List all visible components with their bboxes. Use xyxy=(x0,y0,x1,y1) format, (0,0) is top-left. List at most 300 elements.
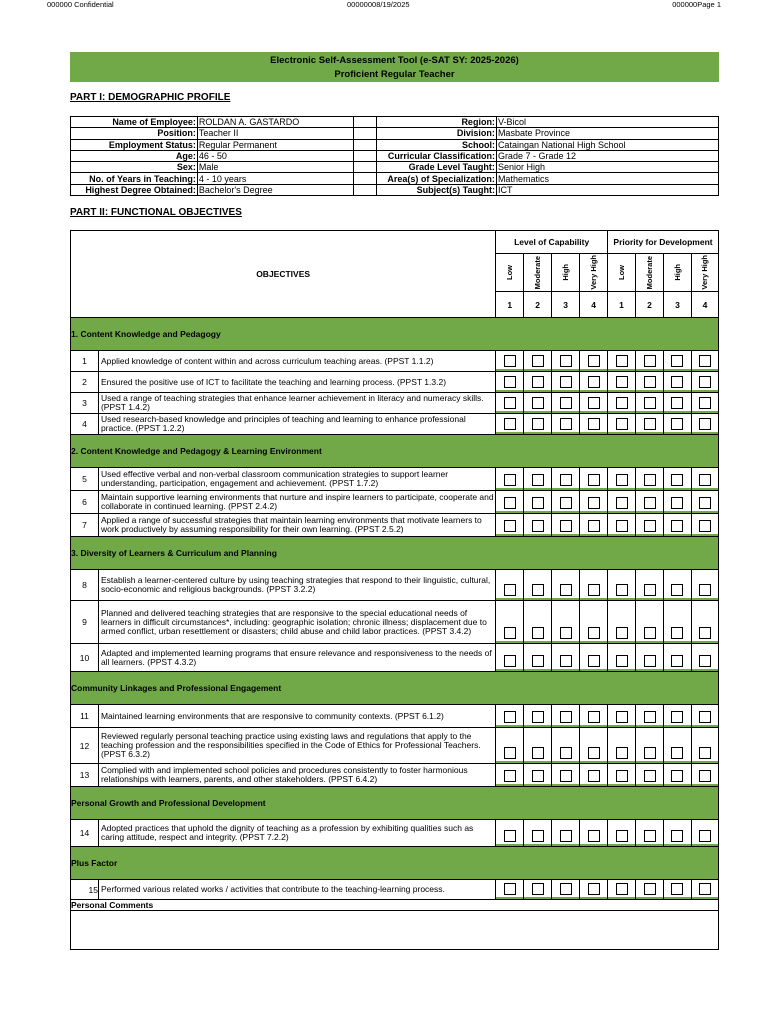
capability-checkbox[interactable] xyxy=(532,711,544,723)
level-header xyxy=(636,254,664,292)
capability-checkbox[interactable] xyxy=(560,584,572,596)
priority-cell xyxy=(608,601,636,644)
priority-checkbox[interactable] xyxy=(644,474,656,486)
priority-checkbox[interactable] xyxy=(699,376,711,388)
capability-checkbox[interactable] xyxy=(588,474,600,486)
priority-checkbox[interactable] xyxy=(616,355,628,367)
capability-checkbox[interactable] xyxy=(560,747,572,759)
objective-number: 4 xyxy=(71,414,99,435)
objective-row xyxy=(71,372,719,393)
capability-cell xyxy=(496,880,524,900)
priority-checkbox[interactable] xyxy=(616,376,628,388)
priority-checkbox[interactable] xyxy=(616,711,628,723)
priority-checkbox[interactable] xyxy=(671,355,683,367)
priority-checkbox[interactable] xyxy=(671,747,683,759)
objective-number: 8 xyxy=(71,570,99,601)
priority-checkbox[interactable] xyxy=(671,584,683,596)
spacer-cell xyxy=(354,162,377,173)
priority-cell xyxy=(691,570,718,601)
capability-cell xyxy=(552,468,580,491)
objective-number: 11 xyxy=(71,705,99,728)
priority-checkbox[interactable] xyxy=(699,474,711,486)
priority-checkbox[interactable] xyxy=(699,830,711,842)
capability-checkbox[interactable] xyxy=(588,397,600,409)
priority-cell xyxy=(636,414,664,435)
capability-checkbox[interactable] xyxy=(560,355,572,367)
priority-cell xyxy=(691,393,718,414)
level-number: 4 xyxy=(580,292,608,318)
capability-checkbox[interactable] xyxy=(532,497,544,509)
demographic-label: No. of Years in Teaching: xyxy=(71,173,198,184)
priority-checkbox[interactable] xyxy=(644,770,656,782)
capability-checkbox[interactable] xyxy=(560,474,572,486)
capability-checkbox[interactable] xyxy=(588,883,600,895)
section-title: 2. Content Knowledge and Pedagogy & Learning Environment xyxy=(71,435,719,468)
capability-cell xyxy=(496,351,524,372)
capability-checkbox[interactable] xyxy=(560,883,572,895)
capability-checkbox[interactable] xyxy=(588,584,600,596)
priority-cell xyxy=(608,764,636,787)
section-title: 3. Diversity of Learners & Curriculum and Planning xyxy=(71,537,719,570)
demographic-row xyxy=(71,139,719,150)
priority-cell xyxy=(691,351,718,372)
priority-checkbox[interactable] xyxy=(644,418,656,430)
priority-checkbox[interactable] xyxy=(644,520,656,532)
capability-checkbox[interactable] xyxy=(532,355,544,367)
demographic-row xyxy=(71,184,719,195)
demographic-label: Name of Employee: xyxy=(71,117,198,128)
capability-checkbox[interactable] xyxy=(504,770,516,782)
objective-row xyxy=(71,468,719,491)
comments-label-row xyxy=(71,900,719,911)
capability-checkbox[interactable] xyxy=(504,376,516,388)
section-title: Plus Factor xyxy=(71,847,719,880)
form-subtitle: Proficient Regular Teacher xyxy=(334,69,455,80)
priority-checkbox[interactable] xyxy=(644,830,656,842)
objective-number: 3 xyxy=(71,393,99,414)
priority-checkbox[interactable] xyxy=(616,627,628,639)
priority-checkbox[interactable] xyxy=(699,355,711,367)
objective-row xyxy=(71,570,719,601)
capability-checkbox[interactable] xyxy=(532,883,544,895)
capability-cell xyxy=(524,372,552,393)
priority-checkbox[interactable] xyxy=(616,397,628,409)
capability-checkbox[interactable] xyxy=(504,584,516,596)
capability-checkbox[interactable] xyxy=(560,397,572,409)
part1-title: PART I: DEMOGRAPHIC PROFILE xyxy=(70,92,231,103)
priority-cell xyxy=(608,414,636,435)
demographic-label: Highest Degree Obtained: xyxy=(71,184,198,195)
capability-cell xyxy=(524,728,552,764)
demographic-row xyxy=(71,173,719,184)
priority-checkbox[interactable] xyxy=(699,883,711,895)
capability-checkbox[interactable] xyxy=(588,770,600,782)
objective-number: 13 xyxy=(71,764,99,787)
priority-cell xyxy=(636,351,664,372)
priority-checkbox[interactable] xyxy=(671,397,683,409)
demographic-label: Sex: xyxy=(71,162,198,173)
priority-checkbox[interactable] xyxy=(699,397,711,409)
demographic-label: Region: xyxy=(377,117,497,128)
capability-cell xyxy=(580,393,608,414)
priority-checkbox[interactable] xyxy=(616,474,628,486)
priority-cell xyxy=(636,644,664,672)
priority-checkbox[interactable] xyxy=(699,627,711,639)
comments-box[interactable] xyxy=(71,911,719,950)
capability-cell xyxy=(552,491,580,514)
capability-cell xyxy=(580,644,608,672)
priority-cell xyxy=(608,880,636,900)
capability-checkbox[interactable] xyxy=(588,830,600,842)
section-title: Community Linkages and Professional Engagement xyxy=(71,672,719,705)
priority-checkbox[interactable] xyxy=(699,418,711,430)
capability-checkbox[interactable] xyxy=(588,711,600,723)
priority-cell xyxy=(608,491,636,514)
priority-checkbox[interactable] xyxy=(671,770,683,782)
capability-checkbox[interactable] xyxy=(588,355,600,367)
spacer-cell xyxy=(354,128,377,139)
level-header xyxy=(663,254,691,292)
priority-cell xyxy=(691,820,718,847)
priority-cell xyxy=(691,414,718,435)
demographic-label: Curricular Classification: xyxy=(377,150,497,161)
capability-cell xyxy=(496,601,524,644)
priority-cell xyxy=(691,514,718,537)
capability-checkbox[interactable] xyxy=(588,520,600,532)
capability-cell xyxy=(524,601,552,644)
capability-cell xyxy=(524,764,552,787)
objective-text: Applied a range of successful strategies that maintain learning environments that motivate learners to work productively by assuming responsibility for their own learning. (PPST 2.5.2) xyxy=(98,514,495,537)
priority-cell xyxy=(636,705,664,728)
capability-checkbox[interactable] xyxy=(504,627,516,639)
capability-checkbox[interactable] xyxy=(532,520,544,532)
objective-text: Adapted and implemented learning programs that ensure relevance and responsiveness to the needs of all learners. (PPST 4.3.2) xyxy=(98,644,495,672)
form-title: Electronic Self-Assessment Tool (e-SAT SY: 2025-2026) xyxy=(270,55,519,66)
priority-cell xyxy=(636,820,664,847)
capability-cell xyxy=(496,644,524,672)
capability-cell xyxy=(496,705,524,728)
demographic-label: Area(s) of Specialization: xyxy=(377,173,497,184)
priority-checkbox[interactable] xyxy=(699,584,711,596)
section-header xyxy=(71,847,719,880)
capability-cell xyxy=(580,491,608,514)
priority-cell xyxy=(636,570,664,601)
priority-checkbox[interactable] xyxy=(616,497,628,509)
priority-checkbox[interactable] xyxy=(644,655,656,667)
capability-checkbox[interactable] xyxy=(588,497,600,509)
objective-row xyxy=(71,705,719,728)
capability-cell xyxy=(524,393,552,414)
demographic-value: 4 - 10 years xyxy=(197,173,353,184)
priority-checkbox[interactable] xyxy=(699,747,711,759)
objective-row xyxy=(71,393,719,414)
objective-text: Maintained learning environments that are responsive to community contexts. (PPST 6.1.2) xyxy=(98,705,495,728)
demographic-value: Bachelor's Degree xyxy=(197,184,353,195)
capability-checkbox[interactable] xyxy=(588,655,600,667)
demographic-value: Cataingan National High School xyxy=(496,139,718,150)
demographic-row xyxy=(71,150,719,161)
capability-checkbox[interactable] xyxy=(532,376,544,388)
priority-checkbox[interactable] xyxy=(616,747,628,759)
priority-cell xyxy=(636,372,664,393)
level-label: Moderate xyxy=(533,255,543,290)
priority-cell xyxy=(663,468,691,491)
level-header xyxy=(496,254,524,292)
capability-cell xyxy=(580,351,608,372)
priority-checkbox[interactable] xyxy=(699,711,711,723)
objective-text: Used effective verbal and non-verbal classroom communication strategies to support learner understanding, participation, engagement and achievement. (PPST 1.7.2) xyxy=(98,468,495,491)
capability-cell xyxy=(524,491,552,514)
priority-cell xyxy=(663,414,691,435)
priority-checkbox[interactable] xyxy=(644,711,656,723)
priority-checkbox[interactable] xyxy=(644,584,656,596)
capability-cell xyxy=(552,644,580,672)
demographic-label: Employment Status: xyxy=(71,139,198,150)
objective-number: 15 xyxy=(71,880,99,900)
objective-row xyxy=(71,764,719,787)
capability-checkbox[interactable] xyxy=(560,497,572,509)
capability-checkbox[interactable] xyxy=(532,584,544,596)
priority-checkbox[interactable] xyxy=(671,376,683,388)
objective-number: 7 xyxy=(71,514,99,537)
priority-cell xyxy=(663,728,691,764)
priority-checkbox[interactable] xyxy=(699,770,711,782)
capability-checkbox[interactable] xyxy=(560,770,572,782)
level-number: 2 xyxy=(524,292,552,318)
objectives-table xyxy=(70,230,719,950)
priority-header: Priority for Development xyxy=(608,231,719,254)
objective-text: Maintain supportive learning environments that nurture and inspire learners to participate, cooperate and collaborate in continued learning. (PPST 2.4.2) xyxy=(98,491,495,514)
demographic-label: Division: xyxy=(377,128,497,139)
priority-checkbox[interactable] xyxy=(644,497,656,509)
objective-text: Applied knowledge of content within and across curriculum teaching areas. (PPST 1.1.2) xyxy=(98,351,495,372)
capability-checkbox[interactable] xyxy=(532,397,544,409)
capability-cell xyxy=(496,514,524,537)
priority-checkbox[interactable] xyxy=(671,474,683,486)
priority-checkbox[interactable] xyxy=(616,655,628,667)
priority-checkbox[interactable] xyxy=(644,376,656,388)
priority-cell xyxy=(691,644,718,672)
level-header xyxy=(552,254,580,292)
capability-cell xyxy=(552,728,580,764)
priority-checkbox[interactable] xyxy=(644,747,656,759)
capability-cell xyxy=(524,570,552,601)
capability-checkbox[interactable] xyxy=(560,627,572,639)
capability-cell xyxy=(580,468,608,491)
priority-checkbox[interactable] xyxy=(671,627,683,639)
objective-number: 10 xyxy=(71,644,99,672)
demographic-value: Regular Permanent xyxy=(197,139,353,150)
priority-checkbox[interactable] xyxy=(644,355,656,367)
priority-cell xyxy=(663,351,691,372)
priority-cell xyxy=(663,880,691,900)
priority-cell xyxy=(636,468,664,491)
priority-cell xyxy=(663,644,691,672)
priority-cell xyxy=(663,820,691,847)
capability-cell xyxy=(524,514,552,537)
objectives-header: OBJECTIVES xyxy=(71,231,496,318)
priority-checkbox[interactable] xyxy=(616,770,628,782)
objective-row xyxy=(71,601,719,644)
capability-checkbox[interactable] xyxy=(560,711,572,723)
priority-cell xyxy=(608,705,636,728)
page-header xyxy=(0,0,768,10)
capability-cell xyxy=(496,728,524,764)
capability-checkbox[interactable] xyxy=(588,376,600,388)
capability-checkbox[interactable] xyxy=(504,497,516,509)
capability-cell xyxy=(552,764,580,787)
spacer-cell xyxy=(354,150,377,161)
demographic-value: Male xyxy=(197,162,353,173)
capability-checkbox[interactable] xyxy=(560,830,572,842)
capability-checkbox[interactable] xyxy=(560,520,572,532)
objective-text: Reviewed regularly personal teaching practice using existing laws and regulations that apply to the teaching profession and the responsibilities specified in the Code of Ethics for Professional Teachers.(PPST 6.3.2) xyxy=(98,728,495,764)
capability-checkbox[interactable] xyxy=(588,627,600,639)
section-title: Personal Growth and Professional Development xyxy=(71,787,719,820)
capability-checkbox[interactable] xyxy=(560,376,572,388)
priority-checkbox[interactable] xyxy=(644,397,656,409)
capability-cell xyxy=(580,601,608,644)
priority-checkbox[interactable] xyxy=(699,520,711,532)
demographic-label: School: xyxy=(377,139,497,150)
priority-cell xyxy=(663,372,691,393)
demographic-value: Grade 7 - Grade 12 xyxy=(496,150,718,161)
demographic-value: ROLDAN A. GASTARDO xyxy=(197,117,353,128)
capability-checkbox[interactable] xyxy=(504,747,516,759)
objective-number: 1 xyxy=(71,351,99,372)
capability-checkbox[interactable] xyxy=(504,397,516,409)
header-date: 00000008/19/2025 xyxy=(347,0,410,9)
objective-number: 9 xyxy=(71,601,99,644)
priority-cell xyxy=(663,514,691,537)
objective-text: Used a range of teaching strategies that enhance learner achievement in literacy and numeracy skills. (PPST 1.4.2) xyxy=(98,393,495,414)
priority-cell xyxy=(636,393,664,414)
priority-cell xyxy=(691,491,718,514)
demographic-value: 46 - 50 xyxy=(197,150,353,161)
level-header xyxy=(524,254,552,292)
header-page: 000000Page 1 xyxy=(672,0,721,9)
objective-row xyxy=(71,414,719,435)
level-label: Moderate xyxy=(645,255,654,290)
capability-checkbox[interactable] xyxy=(588,747,600,759)
priority-cell xyxy=(636,728,664,764)
capability-cell xyxy=(552,880,580,900)
capability-checkbox[interactable] xyxy=(504,883,516,895)
objective-number: 6 xyxy=(71,491,99,514)
comments-label: Personal Comments xyxy=(71,900,719,911)
capability-cell xyxy=(496,414,524,435)
capability-checkbox[interactable] xyxy=(532,627,544,639)
capability-checkbox[interactable] xyxy=(588,418,600,430)
capability-cell xyxy=(552,601,580,644)
capability-checkbox[interactable] xyxy=(532,418,544,430)
capability-cell xyxy=(496,372,524,393)
priority-checkbox[interactable] xyxy=(671,830,683,842)
capability-checkbox[interactable] xyxy=(532,474,544,486)
priority-checkbox[interactable] xyxy=(671,711,683,723)
demographic-value: Mathematics xyxy=(496,173,718,184)
level-number: 4 xyxy=(691,292,718,318)
priority-cell xyxy=(663,393,691,414)
priority-checkbox[interactable] xyxy=(671,655,683,667)
header-confidential: 000000 Confidential xyxy=(47,0,114,9)
priority-cell xyxy=(691,468,718,491)
priority-checkbox[interactable] xyxy=(616,883,628,895)
capability-cell xyxy=(524,705,552,728)
demographic-label: Age: xyxy=(71,150,198,161)
priority-checkbox[interactable] xyxy=(671,497,683,509)
capability-checkbox[interactable] xyxy=(532,830,544,842)
capability-cell xyxy=(580,820,608,847)
capability-checkbox[interactable] xyxy=(560,418,572,430)
priority-checkbox[interactable] xyxy=(616,520,628,532)
priority-checkbox[interactable] xyxy=(699,655,711,667)
capability-cell xyxy=(580,514,608,537)
level-number: 3 xyxy=(552,292,580,318)
spacer-cell xyxy=(354,184,377,195)
demographic-label: Subject(s) Taught: xyxy=(377,184,497,195)
priority-checkbox[interactable] xyxy=(671,883,683,895)
capability-cell xyxy=(552,820,580,847)
priority-cell xyxy=(636,764,664,787)
capability-cell xyxy=(580,728,608,764)
priority-cell xyxy=(636,880,664,900)
objective-row xyxy=(71,491,719,514)
capability-checkbox[interactable] xyxy=(504,711,516,723)
priority-cell xyxy=(608,728,636,764)
priority-checkbox[interactable] xyxy=(616,830,628,842)
level-header xyxy=(608,254,636,292)
capability-cell xyxy=(496,764,524,787)
priority-checkbox[interactable] xyxy=(671,418,683,430)
capability-checkbox[interactable] xyxy=(532,770,544,782)
priority-checkbox[interactable] xyxy=(644,883,656,895)
level-label: Very High xyxy=(589,255,599,290)
capability-checkbox[interactable] xyxy=(532,655,544,667)
demographic-value: V-Bicol xyxy=(496,117,718,128)
capability-cell xyxy=(552,372,580,393)
capability-cell xyxy=(552,570,580,601)
objective-text: Planned and delivered teaching strategies that are responsive to the special educational needs of learners in difficult circumstances*, including: geographic isolation; chronic illness; displacement due to armed conflict, urban resettlement or disasters; child abuse and child labor practices. (PPST 3.4.2) xyxy=(98,601,495,644)
capability-checkbox[interactable] xyxy=(504,418,516,430)
priority-cell xyxy=(663,705,691,728)
priority-checkbox[interactable] xyxy=(671,520,683,532)
priority-checkbox[interactable] xyxy=(699,497,711,509)
demographic-label: Position: xyxy=(71,128,198,139)
capability-checkbox[interactable] xyxy=(560,655,572,667)
capability-checkbox[interactable] xyxy=(504,520,516,532)
level-number: 1 xyxy=(496,292,524,318)
priority-checkbox[interactable] xyxy=(644,627,656,639)
priority-cell xyxy=(608,351,636,372)
capability-checkbox[interactable] xyxy=(532,747,544,759)
level-label: Low xyxy=(505,265,515,280)
section-header xyxy=(71,318,719,351)
spacer-cell xyxy=(354,117,377,128)
priority-cell xyxy=(691,728,718,764)
objective-row xyxy=(71,514,719,537)
objective-row xyxy=(71,820,719,847)
capability-checkbox[interactable] xyxy=(504,355,516,367)
priority-checkbox[interactable] xyxy=(616,418,628,430)
comments-box-row xyxy=(71,911,719,950)
capability-checkbox[interactable] xyxy=(504,655,516,667)
capability-checkbox[interactable] xyxy=(504,830,516,842)
priority-checkbox[interactable] xyxy=(616,584,628,596)
demographic-row xyxy=(71,117,719,128)
capability-checkbox[interactable] xyxy=(504,474,516,486)
capability-cell xyxy=(580,372,608,393)
